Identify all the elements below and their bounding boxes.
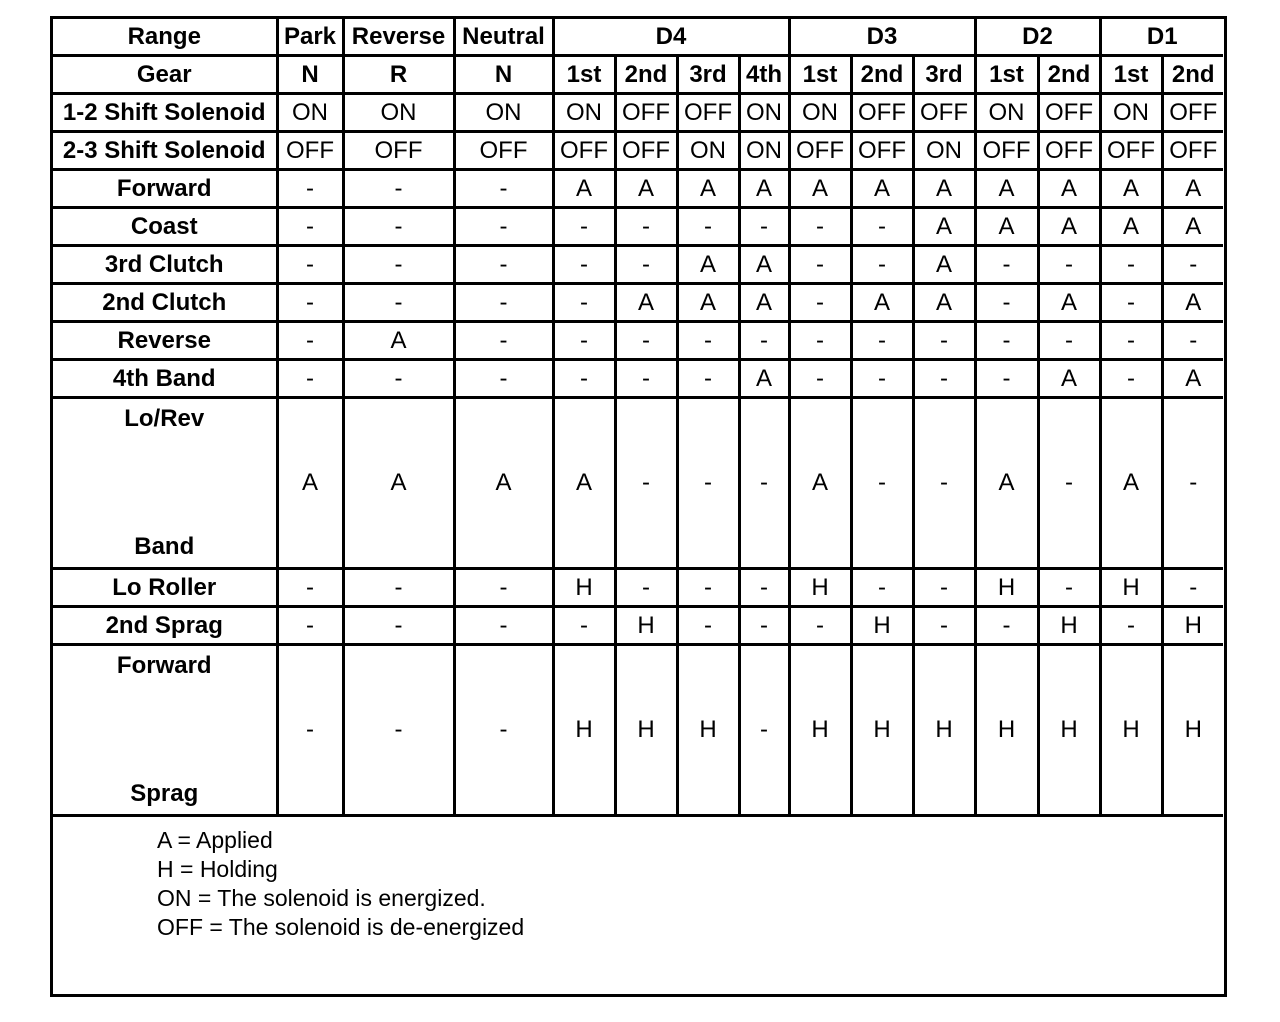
table-cell: - — [277, 645, 343, 816]
table-cell: - — [1100, 607, 1162, 645]
table-cell: A — [677, 246, 739, 284]
table-cell: H — [553, 645, 615, 816]
table-cell: - — [553, 246, 615, 284]
table-cell: 4th — [739, 56, 789, 94]
table-cell: - — [1038, 569, 1100, 607]
table-cell: H — [913, 645, 975, 816]
range-header-d4: D4 — [553, 19, 789, 56]
table-cell: A — [454, 398, 553, 569]
table-cell: OFF — [454, 132, 553, 170]
range-header-reverse: Reverse — [343, 19, 454, 56]
row-label-top: Lo/Rev — [124, 405, 205, 432]
table-cell: - — [1100, 246, 1162, 284]
range-label: Range — [53, 19, 277, 56]
legend-item: ON = The solenoid is energized. — [157, 885, 486, 911]
table-cell: OFF — [615, 132, 677, 170]
row-label: 3rd Clutch — [53, 246, 277, 284]
table-cell: ON — [975, 94, 1038, 132]
table-cell: A — [975, 170, 1038, 208]
table-cell: - — [615, 569, 677, 607]
row-label — [53, 645, 277, 816]
table-cell: A — [739, 246, 789, 284]
table-cell: A — [343, 322, 454, 360]
table-cell: - — [277, 569, 343, 607]
table-cell: - — [789, 246, 851, 284]
legend-item: A = Applied — [157, 827, 273, 853]
table-cell: N — [277, 56, 343, 94]
table-cell: A — [789, 398, 851, 569]
table-cell: A — [615, 170, 677, 208]
table-cell: - — [677, 569, 739, 607]
table-cell: - — [277, 170, 343, 208]
table-cell: - — [553, 360, 615, 398]
table-cell: - — [553, 322, 615, 360]
table-cell: A — [1162, 284, 1223, 322]
legend — [53, 816, 1223, 943]
table-cell: - — [913, 569, 975, 607]
table-cell: 1st — [789, 56, 851, 94]
row-label: Forward — [53, 170, 277, 208]
table-cell: ON — [789, 94, 851, 132]
table-cell: H — [1162, 645, 1223, 816]
table-cell: - — [913, 398, 975, 569]
table-cell: - — [343, 607, 454, 645]
table-cell: ON — [739, 132, 789, 170]
table-cell: - — [975, 284, 1038, 322]
table-cell: 1st — [1100, 56, 1162, 94]
table-cell: - — [851, 246, 913, 284]
table-cell: A — [739, 360, 789, 398]
table-cell: A — [553, 398, 615, 569]
table-row — [53, 322, 1223, 360]
table-cell: A — [1162, 170, 1223, 208]
table-cell: A — [1038, 360, 1100, 398]
table-cell: - — [677, 360, 739, 398]
legend-item: OFF = The solenoid is de-energized — [157, 914, 525, 940]
table-cell: 3rd — [913, 56, 975, 94]
legend-row — [53, 816, 1223, 943]
row-label: 2nd Clutch — [53, 284, 277, 322]
table-cell: - — [739, 208, 789, 246]
table-cell: - — [343, 208, 454, 246]
table-cell: 2nd — [851, 56, 913, 94]
table-cell: - — [343, 645, 454, 816]
table-cell: A — [615, 284, 677, 322]
table-cell: - — [454, 569, 553, 607]
table-row — [53, 246, 1223, 284]
table-cell: - — [454, 607, 553, 645]
table-cell: - — [1038, 398, 1100, 569]
table-cell: - — [454, 246, 553, 284]
table-cell: - — [615, 360, 677, 398]
table-cell: 1st — [553, 56, 615, 94]
table-cell: - — [553, 284, 615, 322]
table-cell: - — [913, 322, 975, 360]
table-row — [53, 132, 1223, 170]
row-label: 4th Band — [53, 360, 277, 398]
table-cell: - — [789, 360, 851, 398]
table-cell: - — [1162, 246, 1223, 284]
range-header-neutral: Neutral — [454, 19, 553, 56]
table-cell: H — [615, 645, 677, 816]
range-header-d2: D2 — [975, 19, 1100, 56]
table-cell: H — [1038, 607, 1100, 645]
table-cell: 2nd — [1162, 56, 1223, 94]
table-cell: - — [739, 607, 789, 645]
table-cell: H — [789, 645, 851, 816]
range-header-park: Park — [277, 19, 343, 56]
table-cell: - — [851, 398, 913, 569]
row-label: 1-2 Shift Solenoid — [53, 94, 277, 132]
row-label-top: Forward — [116, 652, 212, 679]
table-cell: - — [454, 322, 553, 360]
table-cell: - — [739, 398, 789, 569]
table-cell: - — [615, 208, 677, 246]
table-cell: - — [913, 607, 975, 645]
table-cell: OFF — [1162, 132, 1223, 170]
legend-item: H = Holding — [157, 856, 278, 882]
table-cell: H — [851, 607, 913, 645]
row-label: 2nd Sprag — [53, 607, 277, 645]
table-cell: - — [277, 284, 343, 322]
table-cell: H — [975, 569, 1038, 607]
table-cell: A — [677, 170, 739, 208]
table-cell: A — [975, 208, 1038, 246]
table-cell: A — [789, 170, 851, 208]
table-cell: - — [1162, 322, 1223, 360]
table-cell: - — [975, 322, 1038, 360]
table-cell: - — [851, 360, 913, 398]
table-cell: A — [1100, 208, 1162, 246]
table-cell: A — [343, 398, 454, 569]
table-cell: - — [975, 246, 1038, 284]
table-cell: A — [1100, 398, 1162, 569]
table-cell: OFF — [1038, 94, 1100, 132]
row-label: Reverse — [53, 322, 277, 360]
table-cell: - — [454, 208, 553, 246]
table-cell: H — [1100, 645, 1162, 816]
range-header-d3: D3 — [789, 19, 975, 56]
table-cell: - — [615, 398, 677, 569]
table-cell: ON — [739, 94, 789, 132]
table-cell: - — [851, 322, 913, 360]
table-cell: - — [789, 322, 851, 360]
table-cell: ON — [913, 132, 975, 170]
table-cell: H — [1162, 607, 1223, 645]
table-cell: - — [789, 208, 851, 246]
table-cell: H — [789, 569, 851, 607]
table-cell: - — [1100, 360, 1162, 398]
table-cell: A — [739, 170, 789, 208]
table-row — [53, 645, 1223, 816]
table-cell: A — [1162, 208, 1223, 246]
table-cell: - — [343, 569, 454, 607]
table-cell: - — [454, 360, 553, 398]
clutch-application-chart — [50, 16, 1227, 997]
table-cell: ON — [553, 94, 615, 132]
table-cell: - — [553, 208, 615, 246]
table-cell: - — [1038, 246, 1100, 284]
table-cell: H — [851, 645, 913, 816]
table-cell: OFF — [851, 94, 913, 132]
table-cell: - — [677, 322, 739, 360]
table-cell: H — [1100, 569, 1162, 607]
row-label: Gear — [53, 56, 277, 94]
table-cell: A — [913, 246, 975, 284]
table-cell: ON — [677, 132, 739, 170]
table-cell: - — [739, 569, 789, 607]
table-cell: ON — [1100, 94, 1162, 132]
table-cell: A — [1100, 170, 1162, 208]
table-cell: OFF — [975, 132, 1038, 170]
table-cell: OFF — [553, 132, 615, 170]
table-cell: A — [739, 284, 789, 322]
table-row — [53, 208, 1223, 246]
table-cell: H — [677, 645, 739, 816]
table-row — [53, 56, 1223, 94]
table-cell: A — [913, 284, 975, 322]
table-cell: - — [343, 246, 454, 284]
table-cell: - — [277, 208, 343, 246]
table-cell: - — [1100, 284, 1162, 322]
table-cell: A — [1038, 170, 1100, 208]
table-cell: OFF — [343, 132, 454, 170]
table-cell: OFF — [277, 132, 343, 170]
table-row — [53, 398, 1223, 569]
table-cell: 2nd — [1038, 56, 1100, 94]
table-cell: OFF — [851, 132, 913, 170]
row-label: Coast — [53, 208, 277, 246]
table-cell: - — [277, 607, 343, 645]
table-cell: - — [454, 284, 553, 322]
table-cell: - — [851, 208, 913, 246]
table-cell: H — [615, 607, 677, 645]
table-cell: - — [789, 284, 851, 322]
row-label — [53, 398, 277, 569]
table-cell: - — [277, 246, 343, 284]
table-cell: OFF — [615, 94, 677, 132]
table-cell: - — [739, 322, 789, 360]
table-cell: H — [553, 569, 615, 607]
table-cell: - — [789, 607, 851, 645]
table-cell: A — [913, 170, 975, 208]
table-cell: OFF — [677, 94, 739, 132]
table-row — [53, 607, 1223, 645]
table-cell: 1st — [975, 56, 1038, 94]
table-row — [53, 94, 1223, 132]
table-cell: ON — [454, 94, 553, 132]
range-header-row — [53, 19, 1223, 56]
table-cell: 3rd — [677, 56, 739, 94]
table-cell: - — [677, 398, 739, 569]
row-label-bottom: Sprag — [130, 780, 199, 807]
legend-lines — [53, 817, 1223, 942]
table-cell: A — [677, 284, 739, 322]
table-row — [53, 360, 1223, 398]
table-cell: A — [975, 398, 1038, 569]
table-cell: A — [553, 170, 615, 208]
table-cell: - — [343, 284, 454, 322]
table-cell: OFF — [913, 94, 975, 132]
table-row — [53, 284, 1223, 322]
table-cell: A — [851, 170, 913, 208]
table-row — [53, 569, 1223, 607]
table-cell: A — [851, 284, 913, 322]
table-cell: - — [677, 208, 739, 246]
table-cell: A — [913, 208, 975, 246]
table-cell: - — [553, 607, 615, 645]
table-cell: - — [851, 569, 913, 607]
table-cell: - — [913, 360, 975, 398]
application-table — [53, 19, 1223, 942]
table-cell: A — [277, 398, 343, 569]
table-cell: N — [454, 56, 553, 94]
table-cell: - — [343, 170, 454, 208]
table-cell: - — [615, 322, 677, 360]
table-cell: - — [454, 645, 553, 816]
row-label-bottom: Band — [134, 533, 195, 560]
row-label: 2-3 Shift Solenoid — [53, 132, 277, 170]
range-header-d1: D1 — [1100, 19, 1223, 56]
table-cell: - — [975, 360, 1038, 398]
table-cell: - — [975, 607, 1038, 645]
table-cell: H — [1038, 645, 1100, 816]
table-cell: ON — [277, 94, 343, 132]
table-cell: 2nd — [615, 56, 677, 94]
table-cell: - — [615, 246, 677, 284]
table-cell: H — [975, 645, 1038, 816]
table-cell: OFF — [1038, 132, 1100, 170]
table-cell: - — [343, 360, 454, 398]
table-cell: OFF — [1100, 132, 1162, 170]
table-cell: - — [454, 170, 553, 208]
table-cell: OFF — [1162, 94, 1223, 132]
row-label: Lo Roller — [53, 569, 277, 607]
table-cell: - — [277, 360, 343, 398]
table-cell: - — [1162, 398, 1223, 569]
table-cell: OFF — [789, 132, 851, 170]
table-cell: - — [1162, 569, 1223, 607]
table-cell: A — [1038, 208, 1100, 246]
table-row — [53, 170, 1223, 208]
table-cell: - — [677, 607, 739, 645]
table-cell: - — [1100, 322, 1162, 360]
table-cell: - — [277, 322, 343, 360]
table-cell: A — [1162, 360, 1223, 398]
table-cell: R — [343, 56, 454, 94]
table-cell: - — [739, 645, 789, 816]
table-cell: - — [1038, 322, 1100, 360]
table-cell: ON — [343, 94, 454, 132]
table-cell: A — [1038, 284, 1100, 322]
